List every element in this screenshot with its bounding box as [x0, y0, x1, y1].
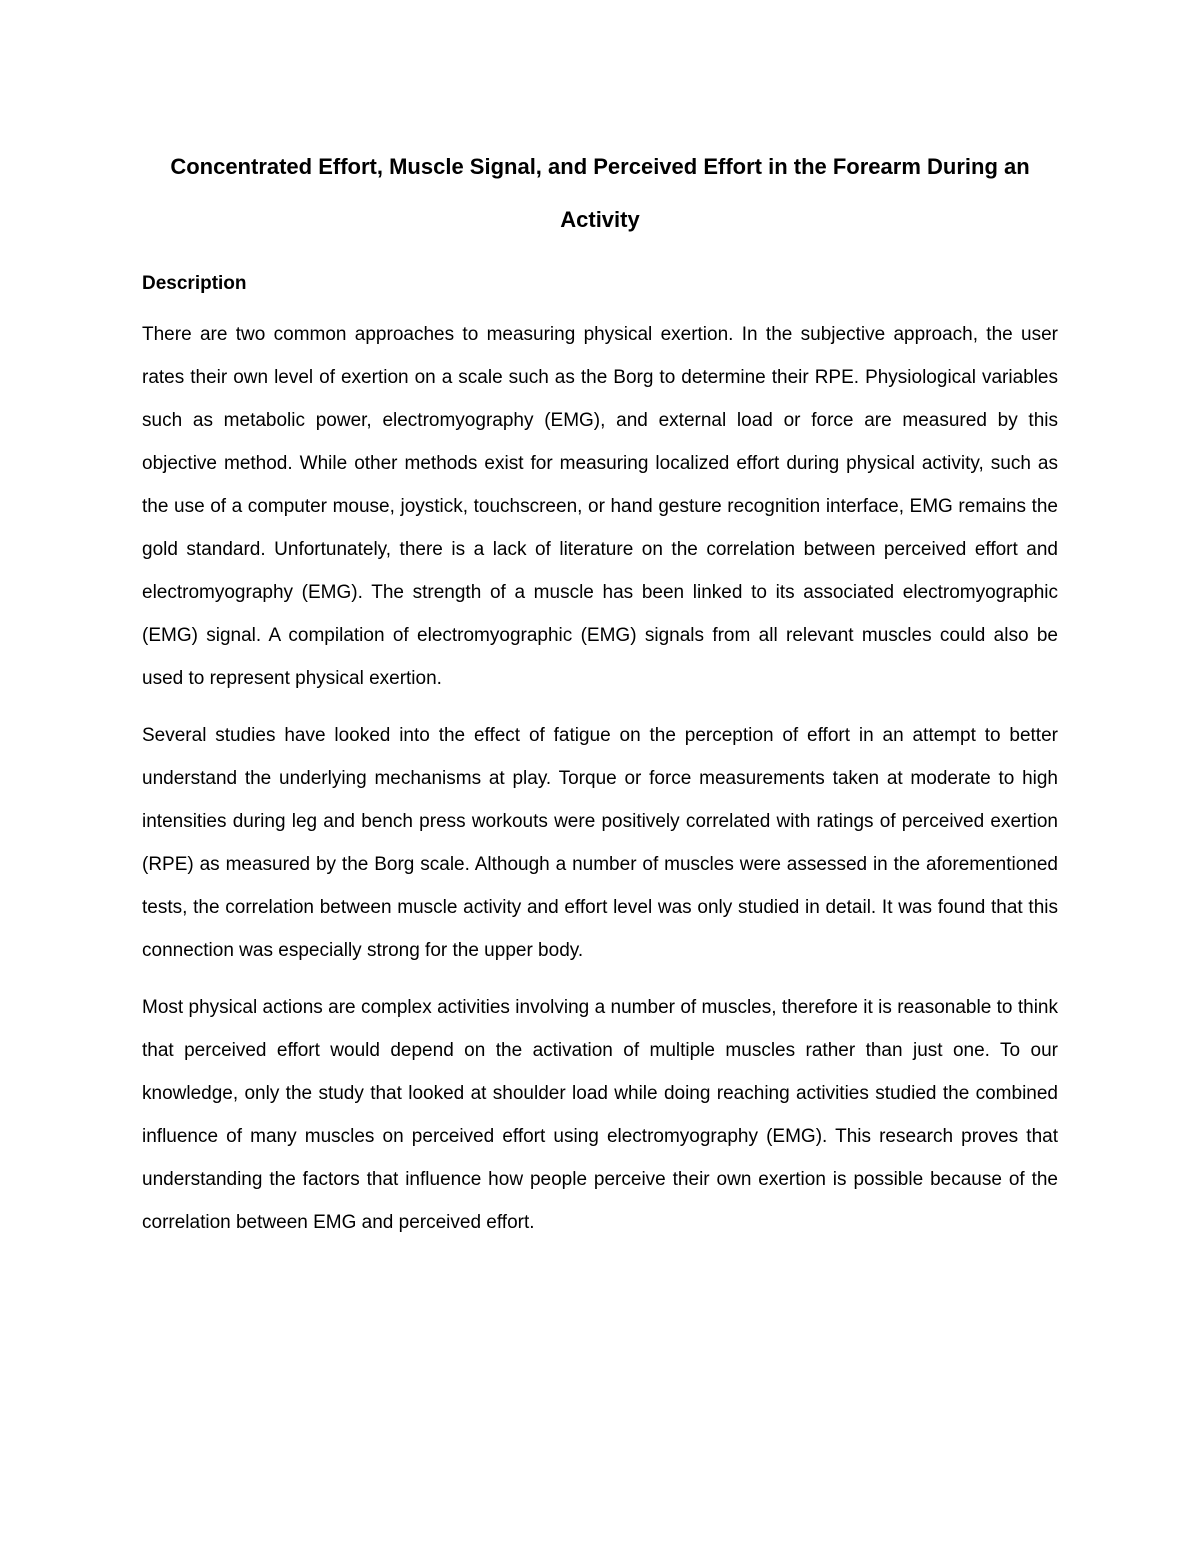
- paragraph-1: There are two common approaches to measuring physical exertion. In the subjective approach, the user rates their own level of exertion on a scale such as the Borg to determine their RPE. Physiological variables such as metabolic power, electromyography (EMG), and external load or force are measured by this objective method. While other methods exist for measuring localized effort during physical activity, such as the use of a computer mouse, joystick, touchscreen, or hand gesture recognition interface, EMG remains the gold standard. Unfortunately, there is a lack of literature on the correlation between perceived effort and electromyography (EMG). The strength of a muscle has been linked to its associated electromyographic (EMG) signal. A compilation of electromyographic (EMG) signals from all relevant muscles could also be used to represent physical exertion.: [142, 324, 1058, 689]
- document-body: [142, 140, 1058, 1244]
- paragraph-2: Several studies have looked into the effect of fatigue on the perception of effort in an attempt to better understand the underlying mechanisms at play. Torque or force measurements taken at moderate to high intensities during leg and bench press workouts were positively correlated with ratings of perceived exertion (RPE) as measured by the Borg scale. Although a number of muscles were assessed in the aforementioned tests, the correlation between muscle activity and effort level was only studied in detail. It was found that this connection was especially strong for the upper body.: [142, 725, 1058, 961]
- paragraph-3: Most physical actions are complex activities involving a number of muscles, therefore it is reasonable to think that perceived effort would depend on the activation of multiple muscles rather than just one. To our knowledge, only the study that looked at shoulder load while doing reaching activities studied the combined influence of many muscles on perceived effort using electromyography (EMG). This research proves that understanding the factors that influence how people perceive their own exertion is possible because of the correlation between EMG and perceived effort.: [142, 997, 1058, 1233]
- document-title: Concentrated Effort, Muscle Signal, and Perceived Effort in the Forearm During an Activity: [170, 154, 1030, 232]
- section-heading-description: Description: [142, 273, 247, 294]
